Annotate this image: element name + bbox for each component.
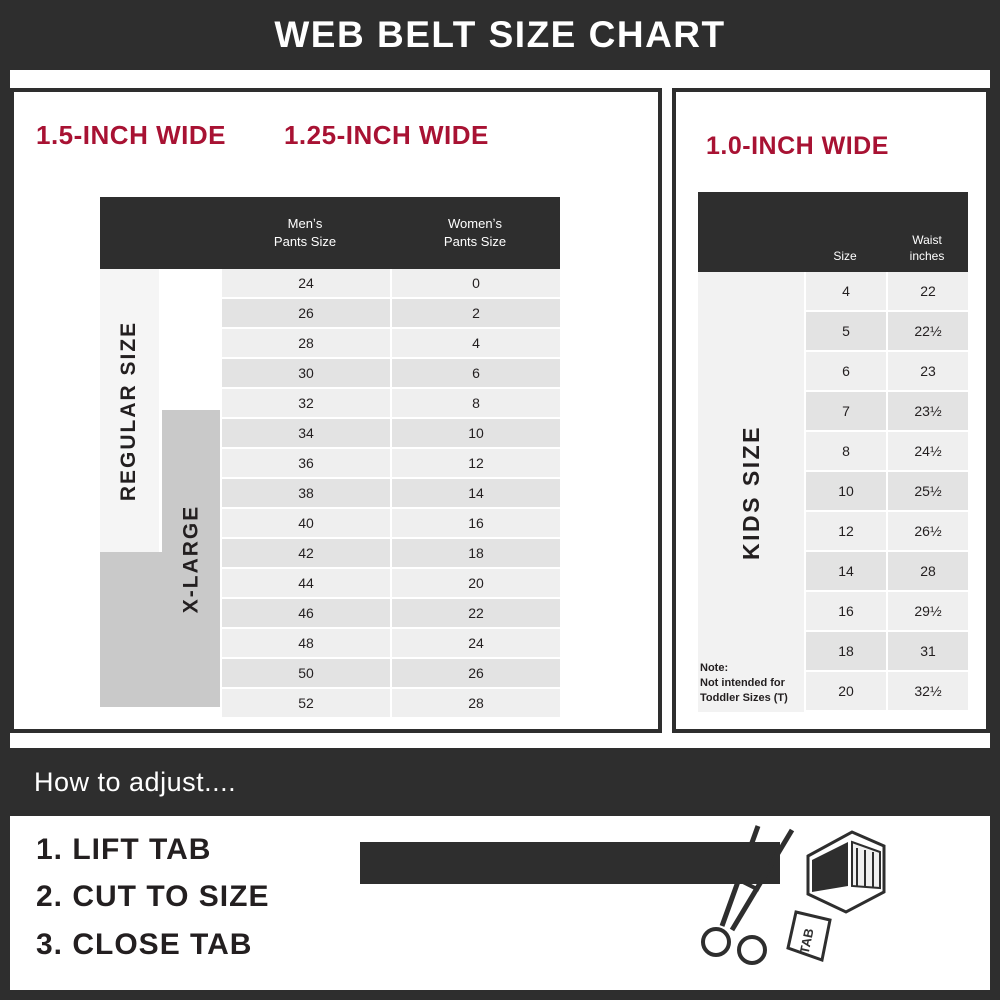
cell-mens: 28 <box>220 329 390 359</box>
cell-mens: 38 <box>220 479 390 509</box>
kids-table-body <box>698 272 968 712</box>
table-row <box>698 592 968 632</box>
cell-mens: 44 <box>220 569 390 599</box>
row-side-spacer <box>100 659 220 689</box>
right-border <box>990 0 1000 1000</box>
cell-womens: 4 <box>390 329 560 359</box>
cell-waist: 24½ <box>886 432 968 472</box>
group-label-kids-size-text: KIDS SIZE <box>737 424 764 560</box>
kids-note-line1: Note: <box>700 662 729 675</box>
cell-womens: 20 <box>390 569 560 599</box>
column-header-waist <box>886 192 968 272</box>
row-side-spacer <box>100 329 220 359</box>
table-row <box>698 632 968 672</box>
row-side-spacer <box>100 449 220 479</box>
row-side-spacer <box>698 632 804 672</box>
cell-mens: 26 <box>220 299 390 329</box>
row-side-spacer <box>100 299 220 329</box>
table-row <box>100 659 560 689</box>
cell-mens: 34 <box>220 419 390 449</box>
womens-header-line1: Womenʼs <box>448 215 502 231</box>
table-row <box>698 392 968 432</box>
heading-1-5-inch: 1.5-INCH WIDE <box>36 120 226 150</box>
row-side-spacer <box>698 672 804 712</box>
cell-womens: 16 <box>390 509 560 539</box>
mens-header-line2: Pants Size <box>273 234 337 249</box>
row-side-spacer <box>698 552 804 592</box>
row-side-spacer <box>698 432 804 472</box>
cell-mens: 24 <box>220 269 390 299</box>
row-side-spacer <box>698 472 804 512</box>
cell-womens: 12 <box>390 449 560 479</box>
cell-waist: 31 <box>886 632 968 672</box>
table-row <box>100 539 560 569</box>
table-row <box>100 389 560 419</box>
cell-mens: 46 <box>220 599 390 629</box>
table-row <box>698 512 968 552</box>
row-side-spacer <box>698 352 804 392</box>
row-side-spacer <box>100 509 220 539</box>
step-2: 2. CUT TO SIZE <box>36 880 270 914</box>
row-side-spacer <box>698 272 804 312</box>
cell-womens: 2 <box>390 299 560 329</box>
row-side-spacer <box>698 392 804 432</box>
column-header-womens <box>390 197 560 269</box>
belt-illustration-svg <box>360 820 980 990</box>
cell-size: 14 <box>804 552 886 592</box>
table-row <box>100 359 560 389</box>
kids-size-panel <box>672 88 990 733</box>
adult-size-table <box>100 197 560 719</box>
kids-size-table <box>698 192 968 712</box>
tables-region <box>10 70 990 735</box>
table-row <box>100 329 560 359</box>
row-side-spacer <box>100 479 220 509</box>
cell-size: 16 <box>804 592 886 632</box>
kids-table-header <box>698 192 968 272</box>
column-header-mens <box>220 197 390 269</box>
group-label-xlarge-text: X-LARGE <box>179 504 202 613</box>
kids-note-line2: Not intended for <box>700 677 785 690</box>
cell-size: 20 <box>804 672 886 712</box>
cell-mens: 52 <box>220 689 390 719</box>
kids-note-line3: Toddler Sizes (T) <box>700 692 788 705</box>
table-row <box>698 312 968 352</box>
bottom-border <box>0 990 1000 1000</box>
cell-size: 18 <box>804 632 886 672</box>
table-row <box>100 599 560 629</box>
row-side-spacer <box>698 592 804 632</box>
cell-womens: 10 <box>390 419 560 449</box>
belt-illustration <box>360 820 980 990</box>
cell-womens: 24 <box>390 629 560 659</box>
cell-waist: 22 <box>886 272 968 312</box>
cell-waist: 28 <box>886 552 968 592</box>
cell-mens: 36 <box>220 449 390 479</box>
waist-header-line1: Waist <box>912 232 942 247</box>
cell-womens: 8 <box>390 389 560 419</box>
cell-womens: 26 <box>390 659 560 689</box>
row-side-spacer <box>100 689 220 719</box>
adult-width-headings <box>36 120 489 151</box>
column-header-size <box>804 192 886 272</box>
cell-size: 6 <box>804 352 886 392</box>
heading-1-25-inch: 1.25-INCH WIDE <box>283 120 489 150</box>
table-row <box>100 509 560 539</box>
step-3: 3. CLOSE TAB <box>36 927 253 961</box>
group-label-regular-size-text: REGULAR SIZE <box>117 320 141 501</box>
belt-strap <box>360 842 780 884</box>
cell-size: 8 <box>804 432 886 472</box>
table-row <box>100 689 560 719</box>
cell-size: 4 <box>804 272 886 312</box>
left-border <box>0 0 10 1000</box>
table-row <box>698 272 968 312</box>
header-corner-spacer <box>100 197 220 269</box>
howto-bar <box>0 748 1000 816</box>
table-row <box>698 432 968 472</box>
cell-mens: 30 <box>220 359 390 389</box>
step-1: 1. LIFT TAB <box>36 833 212 866</box>
table-row <box>100 479 560 509</box>
row-side-spacer <box>100 599 220 629</box>
adult-table-header <box>100 197 560 269</box>
table-row <box>100 449 560 479</box>
cell-womens: 14 <box>390 479 560 509</box>
cell-waist: 26½ <box>886 512 968 552</box>
cell-waist: 23 <box>886 352 968 392</box>
cell-waist: 32½ <box>886 672 968 712</box>
cell-waist: 22½ <box>886 312 968 352</box>
heading-1-0-inch: 1.0-INCH WIDE <box>706 132 889 160</box>
kids-header-corner-spacer <box>698 192 804 272</box>
cell-size: 5 <box>804 312 886 352</box>
table-row <box>100 299 560 329</box>
waist-header-line2: inches <box>909 248 945 263</box>
cell-size: 10 <box>804 472 886 512</box>
row-side-spacer <box>100 569 220 599</box>
table-row <box>100 569 560 599</box>
tab-flag-text: TAB <box>796 926 817 956</box>
cell-mens: 32 <box>220 389 390 419</box>
cell-mens: 48 <box>220 629 390 659</box>
row-side-spacer <box>100 389 220 419</box>
table-row <box>100 269 560 299</box>
howto-label: How to adjust.... <box>34 766 237 797</box>
size-header-line1: Size <box>833 248 857 263</box>
row-side-spacer <box>100 269 220 299</box>
title-bar <box>0 0 1000 70</box>
cell-womens: 28 <box>390 689 560 719</box>
tab-flag <box>788 912 830 960</box>
cell-womens: 22 <box>390 599 560 629</box>
table-row <box>698 472 968 512</box>
cell-waist: 23½ <box>886 392 968 432</box>
womens-header-line2: Pants Size <box>443 234 507 249</box>
row-side-spacer <box>698 512 804 552</box>
cell-womens: 18 <box>390 539 560 569</box>
table-row <box>698 552 968 592</box>
belt-buckle <box>808 832 884 912</box>
cell-waist: 29½ <box>886 592 968 632</box>
row-side-spacer <box>100 629 220 659</box>
table-row <box>698 672 968 712</box>
table-row <box>100 629 560 659</box>
cell-size: 7 <box>804 392 886 432</box>
cell-size: 12 <box>804 512 886 552</box>
cell-womens: 6 <box>390 359 560 389</box>
howto-steps <box>36 826 376 968</box>
table-row <box>698 352 968 392</box>
adult-table-body <box>100 269 560 719</box>
cell-mens: 40 <box>220 509 390 539</box>
row-side-spacer <box>100 419 220 449</box>
page-title: WEB BELT SIZE CHART <box>274 14 726 55</box>
adult-size-panel <box>10 88 662 733</box>
row-side-spacer <box>100 539 220 569</box>
cell-womens: 0 <box>390 269 560 299</box>
table-row <box>100 419 560 449</box>
cell-mens: 50 <box>220 659 390 689</box>
row-side-spacer <box>698 312 804 352</box>
cell-mens: 42 <box>220 539 390 569</box>
cell-waist: 25½ <box>886 472 968 512</box>
row-side-spacer <box>100 359 220 389</box>
mens-header-line1: Menʼs <box>287 215 323 231</box>
